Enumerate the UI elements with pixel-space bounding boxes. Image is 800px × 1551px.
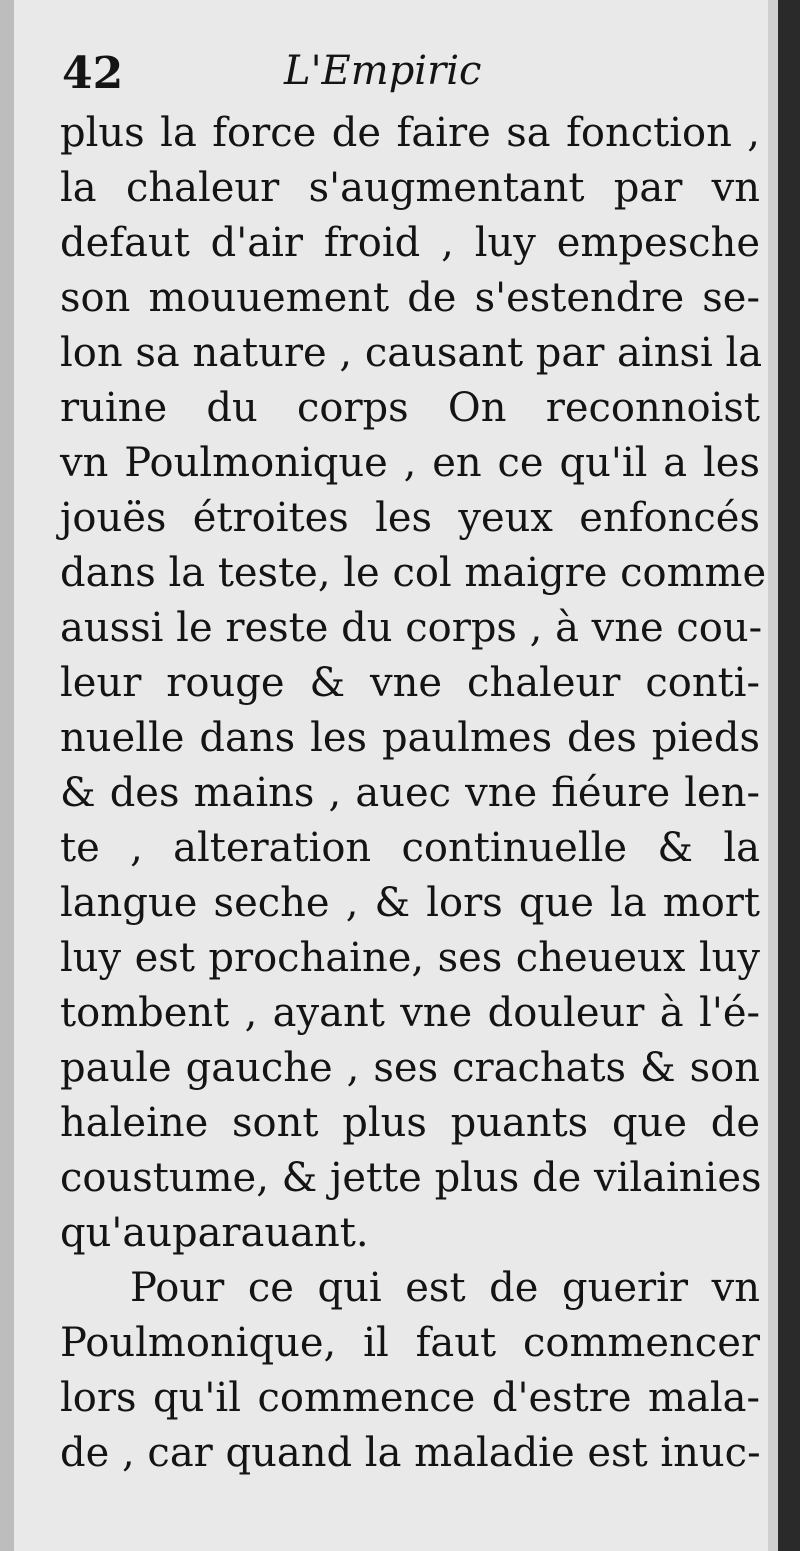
page-header: [62, 48, 622, 108]
text-line: vn Poulmonique , en ce qu'il a les: [60, 440, 760, 486]
text-line: leur rouge & vne chaleur conti-: [60, 660, 760, 706]
text-line: Poulmonique, il faut commencer: [60, 1320, 760, 1366]
page-left-edge: [0, 0, 14, 1551]
page-number: 42: [62, 48, 124, 99]
text-line: lors qu'il commence d'estre mala-: [60, 1375, 760, 1421]
text-line: defaut d'air froid , luy empesche: [60, 220, 760, 266]
text-line: jouës étroites les yeux enfoncés: [60, 495, 760, 541]
text-line: ruine du corps On reconnoist: [60, 385, 760, 431]
text-line: coustume, & jette plus de vilainies: [60, 1155, 762, 1201]
page-gutter-shadow: [768, 0, 778, 1551]
text-line: la chaleur s'augmentant par vn: [60, 165, 760, 211]
text-line: paule gauche , ses crachats & son: [60, 1045, 760, 1091]
text-line: te , alteration continuelle & la: [60, 825, 760, 871]
text-line: haleine sont plus puants que de: [60, 1100, 760, 1146]
running-title: L'Empiric: [284, 48, 482, 94]
text-line: dans la teste, le col maigre comme: [60, 550, 767, 596]
page-right-edge: [778, 0, 800, 1551]
text-line: de , car quand la maladie est inuc-: [60, 1430, 761, 1476]
text-line: qu'auparauant.: [60, 1210, 369, 1256]
text-line: aussi le reste du corps , à vne cou-: [60, 605, 763, 651]
text-line: son mouuement de s'estendre se-: [60, 275, 760, 321]
text-line: lon sa nature , causant par ainsi la: [60, 330, 763, 376]
text-line: tombent , ayant vne douleur à l'é-: [60, 990, 760, 1036]
body-text: [60, 106, 767, 1481]
text-line: luy est prochaine, ses cheueux luy: [60, 935, 760, 981]
text-line: & des mains , auec vne fiéure len-: [60, 770, 760, 816]
text-line: langue seche , & lors que la mort: [60, 880, 760, 926]
text-line: Pour ce qui est de guerir vn: [130, 1265, 760, 1311]
text-line: nuelle dans les paulmes des pieds: [60, 715, 760, 761]
text-line: plus la force de faire sa fonction ,: [60, 110, 760, 156]
